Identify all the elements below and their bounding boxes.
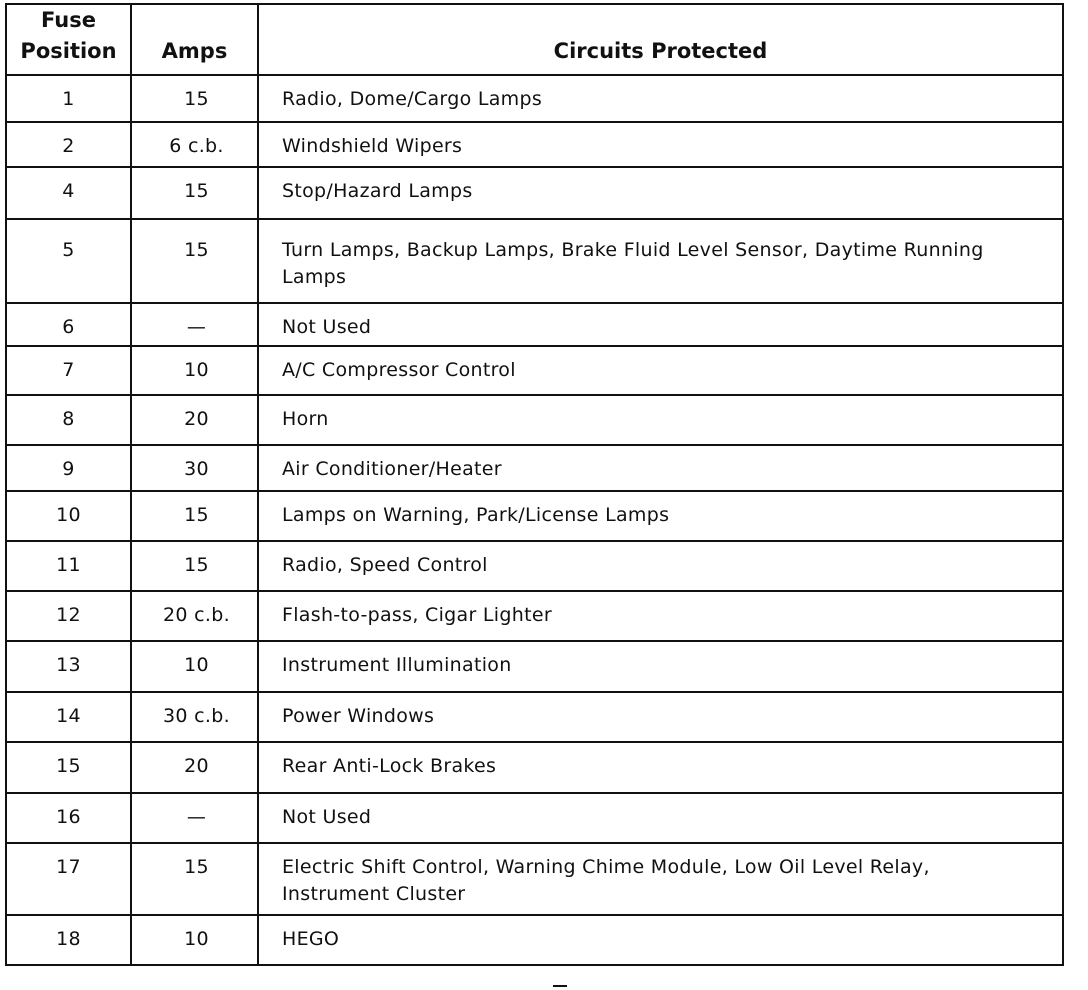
- circuits-cell: Lamps on Warning, Park/License Lamps: [258, 491, 1063, 541]
- fuse-position-cell: 6: [6, 303, 131, 346]
- amps-cell: 30 c.b.: [131, 692, 258, 742]
- table-row: [6, 915, 1063, 965]
- amps-cell: 20: [131, 395, 258, 445]
- header-row: [6, 4, 1063, 75]
- amps-cell: —: [131, 303, 258, 346]
- circuits-cell: HEGO: [258, 915, 1063, 965]
- table-row: [6, 793, 1063, 843]
- fuse-position-cell: 8: [6, 395, 131, 445]
- table-row: [6, 843, 1063, 915]
- header-circuits-protected: Circuits Protected: [258, 4, 1063, 75]
- table-row: [6, 742, 1063, 793]
- fuse-position-cell: 11: [6, 541, 131, 591]
- circuits-cell: Electric Shift Control, Warning Chime Module, Low Oil Level Relay, Instrument Cluster: [258, 843, 1063, 915]
- circuits-cell: Stop/Hazard Lamps: [258, 167, 1063, 219]
- table-row: [6, 219, 1063, 303]
- circuits-cell: Air Conditioner/Heater: [258, 445, 1063, 491]
- table-row: [6, 541, 1063, 591]
- circuits-cell: Horn: [258, 395, 1063, 445]
- table-row: [6, 167, 1063, 219]
- fuse-position-cell: 5: [6, 219, 131, 303]
- table-row: [6, 641, 1063, 692]
- fuse-position-cell: 1: [6, 75, 131, 122]
- page-mark: [553, 985, 567, 987]
- amps-cell: 15: [131, 843, 258, 915]
- fuse-position-cell: 13: [6, 641, 131, 692]
- circuits-cell: Radio, Speed Control: [258, 541, 1063, 591]
- amps-cell: 15: [131, 219, 258, 303]
- circuits-cell: Radio, Dome/Cargo Lamps: [258, 75, 1063, 122]
- table-row: [6, 591, 1063, 641]
- circuits-cell: Power Windows: [258, 692, 1063, 742]
- amps-cell: 30: [131, 445, 258, 491]
- header-fuse-position: [6, 4, 131, 75]
- fuse-position-cell: 14: [6, 692, 131, 742]
- amps-cell: 10: [131, 641, 258, 692]
- circuits-cell: Not Used: [258, 793, 1063, 843]
- table-row: [6, 445, 1063, 491]
- header-fuse-position-line1: Fuse: [41, 8, 96, 32]
- circuits-cell: Rear Anti-Lock Brakes: [258, 742, 1063, 793]
- table-row: [6, 75, 1063, 122]
- amps-cell: 20 c.b.: [131, 591, 258, 641]
- amps-cell: 10: [131, 915, 258, 965]
- circuits-cell: Flash-to-pass, Cigar Lighter: [258, 591, 1063, 641]
- amps-cell: —: [131, 793, 258, 843]
- table-row: [6, 395, 1063, 445]
- fuse-position-cell: 9: [6, 445, 131, 491]
- table-row: [6, 122, 1063, 167]
- table-row: [6, 346, 1063, 395]
- fuse-position-cell: 18: [6, 915, 131, 965]
- circuits-cell: A/C Compressor Control: [258, 346, 1063, 395]
- table-row: [6, 491, 1063, 541]
- amps-cell: 6 c.b.: [131, 122, 258, 167]
- header-fuse-position-line2: Position: [20, 39, 117, 63]
- header-amps: Amps: [131, 4, 258, 75]
- amps-cell: 15: [131, 541, 258, 591]
- fuse-position-cell: 10: [6, 491, 131, 541]
- amps-cell: 10: [131, 346, 258, 395]
- fuse-position-cell: 16: [6, 793, 131, 843]
- fuse-position-cell: 17: [6, 843, 131, 915]
- circuits-cell: Instrument Illumination: [258, 641, 1063, 692]
- amps-cell: 15: [131, 167, 258, 219]
- amps-cell: 15: [131, 75, 258, 122]
- circuits-cell: Not Used: [258, 303, 1063, 346]
- fuse-table: [5, 3, 1064, 966]
- amps-cell: 20: [131, 742, 258, 793]
- fuse-position-cell: 12: [6, 591, 131, 641]
- circuits-cell: Windshield Wipers: [258, 122, 1063, 167]
- fuse-position-cell: 7: [6, 346, 131, 395]
- circuits-cell: Turn Lamps, Backup Lamps, Brake Fluid Level Sensor, Daytime Running Lamps: [258, 219, 1063, 303]
- amps-cell: 15: [131, 491, 258, 541]
- fuse-position-cell: 2: [6, 122, 131, 167]
- fuse-position-cell: 4: [6, 167, 131, 219]
- table-row: [6, 692, 1063, 742]
- fuse-position-cell: 15: [6, 742, 131, 793]
- table-row: [6, 303, 1063, 346]
